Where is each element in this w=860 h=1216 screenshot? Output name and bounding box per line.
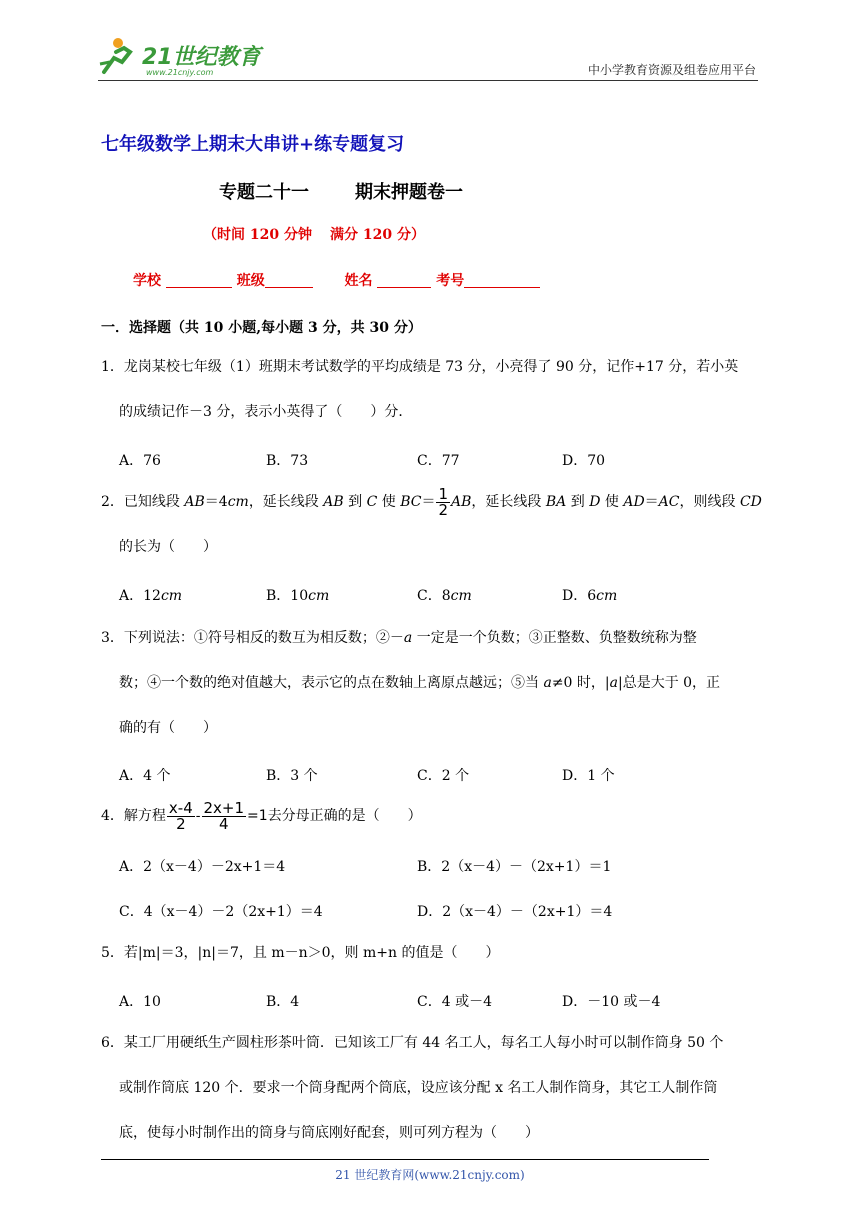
- site-logo: [96, 34, 266, 78]
- runner-logo-icon: [100, 38, 130, 72]
- series-title: 七年级数学上期末大串讲+练专题复习: [101, 134, 405, 155]
- footer-divider: [101, 1159, 709, 1160]
- q5-option-a[interactable]: A．10: [119, 994, 161, 1010]
- q4-option-d[interactable]: D．2（x－4）－（2x+1）＝4: [417, 904, 613, 920]
- name-blank: [377, 273, 431, 288]
- question-5: [101, 931, 771, 976]
- q2-option-b[interactable]: B．10cm: [266, 588, 330, 604]
- school-blank: [166, 273, 232, 288]
- q5-option-b[interactable]: B．4: [266, 994, 300, 1010]
- fraction-one-half: $\frac{1}{2}$: [438, 484, 449, 519]
- q1-option-d[interactable]: D．70: [562, 453, 606, 469]
- q2-option-c[interactable]: C．8cm: [417, 588, 472, 604]
- exam-score: 满分 120 分）: [329, 227, 425, 243]
- q6-line3: 底，使每小时制作出的筒身与筒底刚好配套，则可列方程为（ ）: [119, 1125, 539, 1141]
- q3-line2: 数；④一个数的绝对值越大，表示它的点在数轴上离原点越远；⑤当 a≠0 时，|a|总是大于 0，正: [119, 675, 721, 691]
- fraction-x-minus-4-over-2: $\frac{x-4}{2}$: [168, 798, 193, 833]
- q5-line1: 5．若|m|＝3，|n|＝7，且 m－n＞0，则 m+n 的值是（ ）: [101, 945, 500, 961]
- paper-title: [219, 178, 463, 204]
- q4-option-c[interactable]: C．4（x－4）－2（2x+1）＝4: [119, 904, 323, 920]
- q6-line2: 或制作筒底 120 个．要求一个筒身配两个筒底，设应该分配 x 名工人制作筒身，其它工人制作筒: [119, 1080, 718, 1096]
- logo-url: www.21cnjy.com: [146, 68, 214, 77]
- footer-source[interactable]: 21 世纪教育网(www.21cnjy.com): [335, 1168, 525, 1182]
- q1-line2: 的成绩记作－3 分，表示小英得了（ ）分．: [119, 404, 413, 420]
- question-6: [101, 1021, 771, 1156]
- q3-option-a[interactable]: A．4 个: [119, 768, 171, 784]
- q5-option-c[interactable]: C．4 或－4: [417, 994, 492, 1010]
- q1-option-a[interactable]: A．76: [119, 453, 161, 469]
- class-blank: [265, 273, 313, 288]
- q3-line1: 3．下列说法：①符号相反的数互为相反数；②－a 一定是一个负数；③正整数、负整数统称为整: [101, 630, 697, 646]
- section-heading: 一．选择题（共 10 小题,每小题 3 分，共 30 分）: [101, 320, 422, 336]
- q4-option-b[interactable]: B．2（x－4）－（2x+1）＝1: [417, 859, 612, 875]
- name-label: 姓名: [344, 273, 373, 289]
- logo-text: 21世纪教育: [142, 45, 261, 70]
- school-label: 学校: [133, 273, 161, 289]
- q5-option-d[interactable]: D．－10 或－4: [562, 994, 661, 1010]
- q3-line3: 确的有（ ）: [119, 720, 217, 736]
- q3-option-c[interactable]: C．2 个: [417, 768, 470, 784]
- platform-label: 中小学教育资源及组卷应用平台: [587, 63, 756, 77]
- question-1: [101, 345, 771, 435]
- student-info-line: [133, 270, 540, 290]
- question-3: [101, 616, 771, 751]
- question-4: [101, 794, 771, 839]
- q2-option-a[interactable]: A．12cm: [119, 588, 183, 604]
- header-divider: [98, 80, 758, 81]
- exam-time-score: [203, 224, 425, 244]
- paper-name: 期末押题卷一: [355, 182, 463, 203]
- topic-number: 专题二十一: [219, 182, 309, 203]
- q2-line2: 的长为（ ）: [119, 539, 217, 555]
- q1-line1: 1．龙岗某校七年级（1）班期末考试数学的平均成绩是 73 分，小亮得了 90 分，记作+17 分，若小英: [101, 359, 739, 375]
- q6-line1: 6．某工厂用硬纸生产圆柱形茶叶筒．已知该工厂有 44 名工人，每名工人每小时可以制作筒身 50 个: [101, 1035, 724, 1051]
- q3-option-d[interactable]: D．1 个: [562, 768, 615, 784]
- q4-line1: 4．解方程 $\frac{x-4}{2}$ - $\frac{2x+1}{4}$ =1去分母正确的是（ ）: [101, 798, 422, 833]
- q4-option-a[interactable]: A．2（x－4）－2x+1＝4: [119, 859, 286, 875]
- class-label: 班级: [236, 273, 265, 289]
- fraction-2x-plus-1-over-4: $\frac{2x+1}{4}$: [203, 798, 245, 833]
- exam-time: （时间 120 分钟: [203, 227, 312, 243]
- q3-option-b[interactable]: B．3 个: [266, 768, 318, 784]
- q1-option-b[interactable]: B．73: [266, 453, 309, 469]
- question-2: [101, 480, 771, 570]
- q2-line1: 2．已知线段 AB＝4cm，延长线段 AB 到 C 使 BC＝ $\frac{1}{2}$ AB，延长线段 BA 到 D 使 AD＝AC，则线段 CD: [101, 484, 762, 519]
- number-blank: [464, 273, 540, 288]
- q2-option-d[interactable]: D．6cm: [562, 588, 618, 604]
- number-label: 考号: [436, 273, 465, 289]
- q1-option-c[interactable]: C．77: [417, 453, 460, 469]
